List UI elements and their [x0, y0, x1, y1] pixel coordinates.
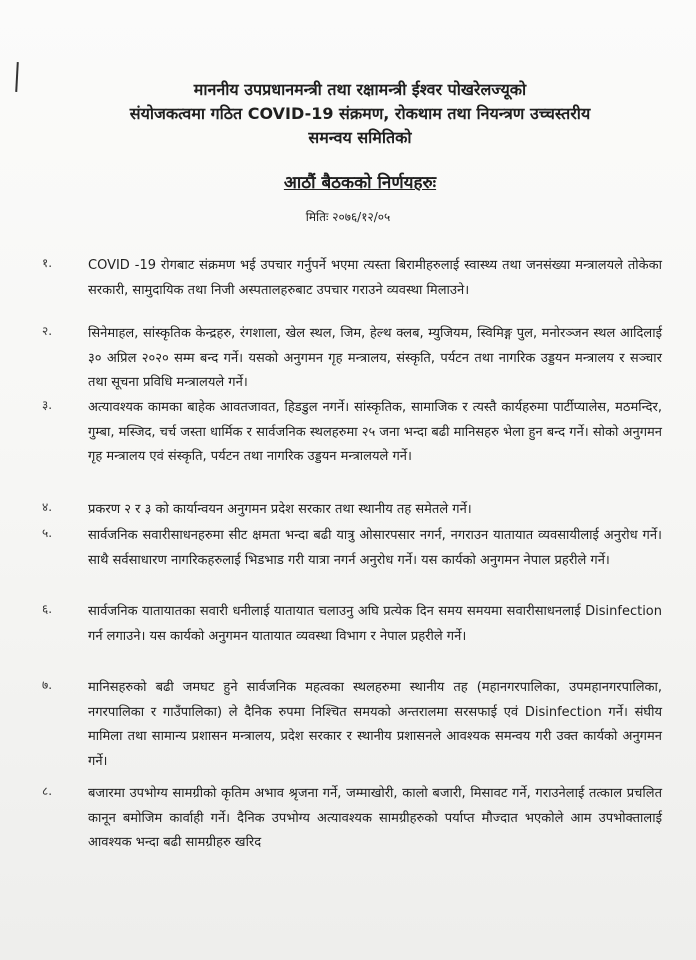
decision-text: सिनेमाहल, सांस्कृतिक केन्द्रहरु, रंगशाला, खेल स्थल, जिम, हेल्थ क्लब, म्युजियम, स्विमिङ्ग पुल, मनोरञ्जन स्थल आदिलाई ३० अप्रिल २०२० सम्म बन्द गर्ने। यसको अनुगमन गृह मन्त्रालय, संस्कृति, पर्यटन तथा नागरिक उड्डयन मन्त्रालय र सञ्चार तथा सूचना प्रविधि मन्त्रालयले गर्ने। — [88, 326, 662, 390]
title-line-2: संयोजकत्वमा गठित COVID-19 संक्रमण, रोकथाम तथा नियन्त्रण उच्चस्तरीय — [129, 104, 591, 123]
decision-number: २. — [42, 324, 53, 338]
decision-number: ६. — [42, 602, 53, 616]
subheading-text: आठौं बैठकको निर्णयहरुः — [283, 173, 437, 193]
decision-number: ४. — [42, 500, 53, 514]
decision-text: बजारमा उपभोग्य सामग्रीको कृतिम अभाव श्रृजना गर्ने, जम्माखोरी, कालो बजारी, मिसावट गर्ने, गराउनेलाई तत्काल प्रचलित कानून बमोजिम कार्वाही गर्ने। दैनिक उपभोग्य अत्यावश्यक सामग्रीहरुको पर्याप्त मौज्दात भएकोले आम उपभोक्तालाई आवश्यक भन्दा बढी सामग्रीहरु खरिद — [88, 786, 662, 850]
title-line-3: समन्वय समितिको — [308, 128, 412, 147]
decision-text: सार्वजनिक यातायातका सवारी धनीलाई यातायात चलाउनु अघि प्रत्येक दिन समय समयमा सवारीसाधनलाई Disinfection गर्न लगाउने। यस कार्यको अनुगमन यातायात व्यवस्था विभाग र नेपाल प्रहरीले गर्ने। — [88, 604, 662, 644]
decision-number: ५. — [42, 526, 53, 540]
document-title — [60, 78, 660, 150]
decision-number: ३. — [42, 398, 53, 412]
decision-number: ७. — [42, 678, 53, 692]
decision-text: सार्वजनिक सवारीसाधनहरुमा सीट क्षमता भन्दा बढी यात्रु ओसारपसार नगर्न, नगराउन यातायात व्यवसायीलाई अनुरोध गर्ने। साथै सर्वसाधारण नागरिकहरुलाई भिडभाड गरी यात्रा नगर्न अनुरोध गर्ने। यस कार्यको अनुगमन नेपाल प्रहरीले गर्ने। — [88, 528, 662, 568]
margin-pen-mark — [15, 62, 19, 92]
decision-number: ८. — [42, 784, 53, 798]
meeting-subheading — [60, 170, 660, 193]
decision-text: अत्यावश्यक कामका बाहेक आवतजावत, हिडडुल नगर्ने। सांस्कृतिक, सामाजिक र त्यस्तै कार्यहरुमा पार्टीप्यालेस, मठमन्दिर, गुम्बा, मस्जिद, चर्च जस्ता धार्मिक र सार्वजनिक स्थलहरुमा २५ जना भन्दा बढी मानिसहरु भेला हुन बन्द गर्ने। सोको अनुगमन गृह मन्त्रालय एवं संस्कृति, पर्यटन तथा नागरिक उड्डयन मन्त्रालयले गर्ने। — [88, 400, 662, 464]
decision-text: मानिसहरुको बढी जमघट हुने सार्वजनिक महत्वका स्थलहरुमा स्थानीय तह (महानगरपालिका, उपमहानगरपालिका, नगरपालिका र गाउँपालिका) ले दैनिक रुपमा निश्चित समयको अन्तरालमा सरसफाई एवं Disinfection गर्ने। संघीय मामिला तथा सामान्य प्रशासन मन्त्रालय, प्रदेश सरकार र स्थानीय प्रशासनले आवश्यक समन्वय गरी उक्त कार्यको अनुगमन गर्ने। — [88, 680, 662, 769]
title-line-1: माननीय उपप्रधानमन्त्री तथा रक्षामन्त्री ईश्वर पोखरेलज्यूको — [193, 80, 527, 99]
document-date: मितिः २०७६/१२/०५ — [305, 210, 391, 224]
decision-number: १. — [42, 256, 53, 270]
decision-text: COVID -19 रोगबाट संक्रमण भई उपचार गर्नुपर्ने भएमा त्यस्ता बिरामीहरुलाई स्वास्थ्य तथा जनसंख्या मन्त्रालयले तोकेका सरकारी, सामुदायिक तथा निजी अस्पतालहरुबाट उपचार गराउने व्यवस्था मिलाउने। — [88, 258, 662, 298]
decision-text: प्रकरण २ र ३ को कार्यान्वयन अनुगमन प्रदेश सरकार तथा स्थानीय तह समेतले गर्ने। — [88, 502, 472, 517]
